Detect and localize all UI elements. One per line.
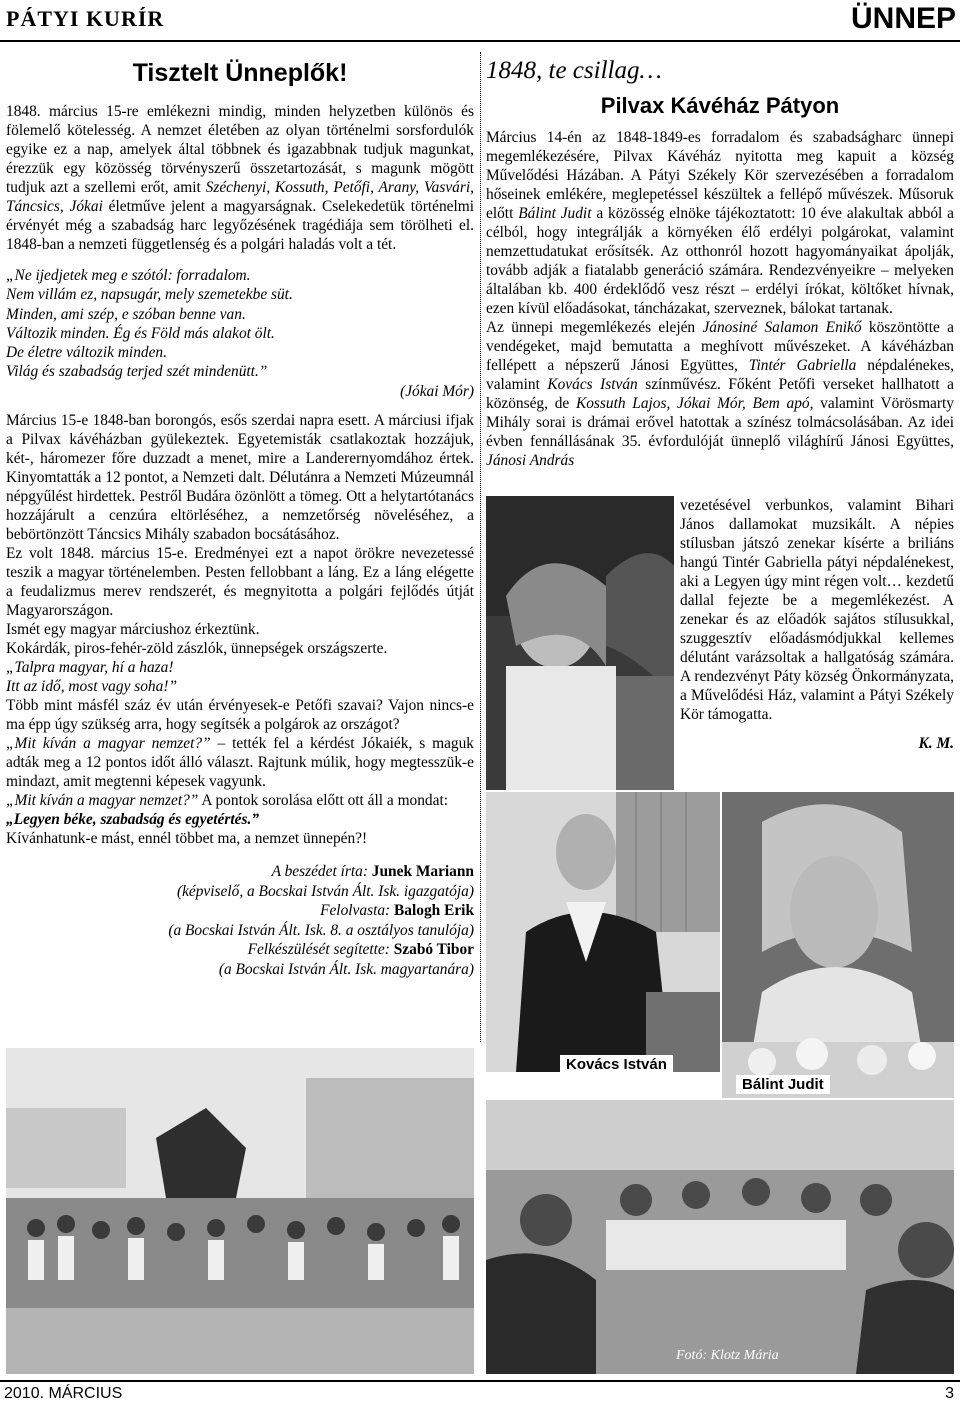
left-paragraph-9: Kívánhatunk-e mást, ennél többet ma, a nemzet ünnepén?! xyxy=(6,830,368,848)
right-wrapped-text xyxy=(680,496,954,753)
right-paragraph-3: vezetésével verbunkos, valamint Bihari János dallamokat muzsikált. A népies stílusban játszó zenekar kísérte a briliáns hangú Tintér Gabriella pátyi népdalénekest, aki a Legyen úgy mint régen volt… kezdetű dallal fejezte be a megemlékezést. A zenekar és az előadók sajátos stílusukkal, szuggesztív előadásmódjukkal kellemes délutánt varázsoltak a hallgatóság számára. A rendezvényt Páty község Önkormányzata, a Művelődési Ház, valamint a Pátyi Székely Kör támogatta. xyxy=(680,497,954,723)
name-italic: Kovács István xyxy=(547,376,638,393)
text: a közösség elnöke tájékoztatott: 10 éve alakultak abból a célból, hogy integrálják a környéken élő erdélyi polgárokat, valamint nemzettudatukat erősítsék. Az otthonról hozott hagyományaikat ápolják, tovább adják a fiatalabb generáció számára. Rendezvényeikre – melyeken általában kb. 400 érdeklődő vesz részt – erdélyi írókat, költőket hívnak, ezen kívül előadásokat, táncházakat, szerveznek, bálokat tartanak. xyxy=(486,205,955,317)
photo-girls xyxy=(486,496,674,790)
credit-name: Balogh Erik xyxy=(394,902,474,920)
poem-author: (Jókai Mór) xyxy=(400,382,474,400)
quote-talpra xyxy=(6,658,474,677)
text: népdalénekes, valamint xyxy=(486,357,954,393)
left-paragraph-1 xyxy=(6,102,474,254)
left-paragraph-8 xyxy=(6,791,474,810)
photo-balint-judit xyxy=(722,792,954,1098)
photo-audience xyxy=(486,1100,954,1374)
quote-inline: „Mit kíván a magyar nemzet?” xyxy=(6,735,211,753)
page-header xyxy=(0,0,960,42)
left-paragraph-3: Ez volt 1848. március 15-e. Eredményei ezt a napot örökre nevezetessé teszik a magyar történelemben. Pesten fellobbant a láng. Ez a láng elégette a feudalizmus merev rendszerét, és megnyitotta a polgári fejlődés útját Magyarországon. xyxy=(6,545,474,620)
page-footer xyxy=(0,1380,960,1405)
text: – tették fel a kérdést Jókaiék, s maguk adták meg a 12 pontos időt álló választ. Rajtunk múlik, hogy megtesszük-e mindazt, amit megtenni képesek vagyunk. xyxy=(6,735,474,791)
left-paragraph-5: Kokárdák, piros-fehér-zöld zászlók, ünnepségek országszerte. xyxy=(6,640,388,658)
right-article-title: Pilvax Kávéház Pátyon xyxy=(600,93,840,118)
left-paragraph-6: Több mint másfél száz év után érvényesek-e Petőfi szavai? Vajon nincs-e ma épp úgy szükség arra, hogy segítsék a polgárok az országot? xyxy=(6,697,474,734)
text: valamint Vörösmarty Mihály sorai is drámai erővel hatottak a színész tolmácsolásában. Az idei évben fennállásának 35. évfordulóját ünneplő világhírű Jánosi Együttes, xyxy=(486,395,954,450)
left-article xyxy=(6,52,474,979)
right-article xyxy=(486,52,954,470)
section-title: ÜNNEP xyxy=(850,2,956,35)
author-signature: K. M. xyxy=(918,735,954,752)
poem-quote xyxy=(6,266,474,401)
left-paragraph-4: Ismét egy magyar márciushoz érkeztünk. xyxy=(6,621,260,639)
issue-date: 2010. MÁRCIUS xyxy=(4,1385,123,1402)
text: Az ünnepi megemlékezés elején xyxy=(486,319,703,336)
credit-line: (a Bocskai István Ált. Isk. 8. a osztályos tanulója) xyxy=(168,921,474,939)
quote-itt xyxy=(6,677,474,696)
column-divider xyxy=(480,52,481,1042)
credit-label: Felolvasta: xyxy=(320,902,395,920)
name-italic: Tintér Gabriella xyxy=(748,357,857,374)
right-paragraph-2 xyxy=(486,318,954,470)
name-italic: Bálint Judit xyxy=(518,205,592,222)
photo-caption-kovacs: Kovács István xyxy=(560,1055,673,1074)
left-article-title: Tisztelt Ünneplők! xyxy=(132,59,348,87)
poem-line: De életre változik minden. xyxy=(6,344,167,362)
text: 1848. március 15-re emlékezni mindig, minden helyzetben különös és fölemelő kötelesség. A nemzet életében az olyan történelmi sorsfordulók egyike ez a nap, amelyek által többnek és igazabbnak tudjuk magunkat, érezzük egy közösség törvényszerű összetartozását, s magunk mögött tudjuk azt a szellemi erőt, amit xyxy=(6,103,474,196)
poem-line: Nem villám ez, napsugár, mely szemetekbe süt. xyxy=(6,286,293,304)
quote-line: „Legyen béke, szabadság és egyetértés.” xyxy=(6,811,260,829)
quote-line: „Talpra magyar, hí a haza! xyxy=(6,659,174,677)
credit-name: Szabó Tibor xyxy=(393,941,474,959)
name-italic: Jánosiné Salamon Enikő xyxy=(702,319,862,336)
text: köszöntötte a vendégeket, majd bemutatta a meghívott művészeket. A kávéházban fellépett a népszerű Jánosi Együttes, xyxy=(486,319,955,374)
poem-line: Világ és szabadság terjed szét mindenütt.” xyxy=(6,363,268,381)
credit-label: Felkészülését segítette: xyxy=(247,941,394,959)
right-paragraph-1 xyxy=(486,128,954,318)
photo-ceremony-crowd xyxy=(6,1048,474,1374)
credit-line xyxy=(6,862,474,882)
left-paragraph-7 xyxy=(6,734,474,791)
quote-line: Itt az idő, most vagy soha!” xyxy=(6,678,178,696)
photo-kovacs-istvan xyxy=(486,792,720,1072)
quote-bold xyxy=(6,810,474,829)
poem-line: Változik minden. Ég és Föld más alakot ölt. xyxy=(6,324,275,342)
credit-line xyxy=(6,940,474,960)
credit-name: Junek Mariann xyxy=(371,863,474,881)
photo-credit: Fotó: Klotz Mária xyxy=(676,1348,779,1363)
name-italic: Jánosi András xyxy=(486,452,575,469)
credit-label: A beszédet írta: xyxy=(271,863,372,881)
text: A pontok sorolása előtt ott áll a mondat: xyxy=(198,792,449,810)
credit-line xyxy=(6,901,474,921)
speech-credits xyxy=(6,862,474,979)
right-kicker: 1848, te csillag… xyxy=(486,57,662,84)
photo-caption-balint: Bálint Judit xyxy=(736,1075,830,1094)
text: színművész. Főként Petőfi verseket hallhatott a közönség, de xyxy=(486,376,954,412)
quote-inline: „Mit kíván a magyar nemzet?” xyxy=(6,792,199,810)
left-paragraph-2: Március 15-e 1848-ban borongós, esős szerdai napra esett. A márciusi ifjak a Pilvax kávéházban gyülekeztek. Egyetemisták csatlakoztak hozzájuk, két-, háromezer főre duzzadt a menet, mire a Landerernyomdához értek. Kinyomtatták a 12 pontot, a Nemzeti dalt. Délutánra a Nemzeti Múzeumnál népgyűlést hirdettek. Pestről Budára özönlött a tömeg. Ott a helytartótanács hozzájárult a cenzúra eltörléséhez, a nemzetőrség növeléséhez, a bebörtönzött Táncsics Mihály szabadon bocsátásához. xyxy=(6,412,474,544)
poem-line: Minden, ami szép, e szóban benne van. xyxy=(6,305,246,323)
credit-line: (képviselő, a Bocskai István Ált. Isk. igazgatója) xyxy=(176,882,474,900)
credit-line: (a Bocskai István Ált. Isk. magyartanára) xyxy=(218,960,474,978)
names-italic: Széchenyi, Kossuth, Petőfi, Arany, Vasvári, Táncsics, Jókai xyxy=(6,179,474,215)
poem-line: „Ne ijedjetek meg e szótól: forradalom. xyxy=(6,267,251,284)
masthead-brand: PÁTYI KURÍR xyxy=(6,6,165,31)
page-number: 3 xyxy=(945,1385,954,1402)
name-italic: Kossuth Lajos, Jókai Mór, Bem apó, xyxy=(575,395,814,412)
text: életműve jelent a magyarságnak. Cselekedetük történelmi érvényét még a szabadság harc legyőzésének tragédiája sem törölheti el. 1848-ban a nemzeti függetlenség és a polgári haladás volt a tét. xyxy=(6,198,474,253)
text: Március 14-én az 1848-1849-es forradalom és szabadságharc ünnepi megemlékezésére, Pilvax Kávéház nyitotta meg kapuit a község Művelődési Házában. A Pátyi Székely Kör szervezésében a forradalom hőseinek emlékére, meglepetéssel készültek a fellépő művészek. Műsoruk előtt xyxy=(486,129,954,222)
